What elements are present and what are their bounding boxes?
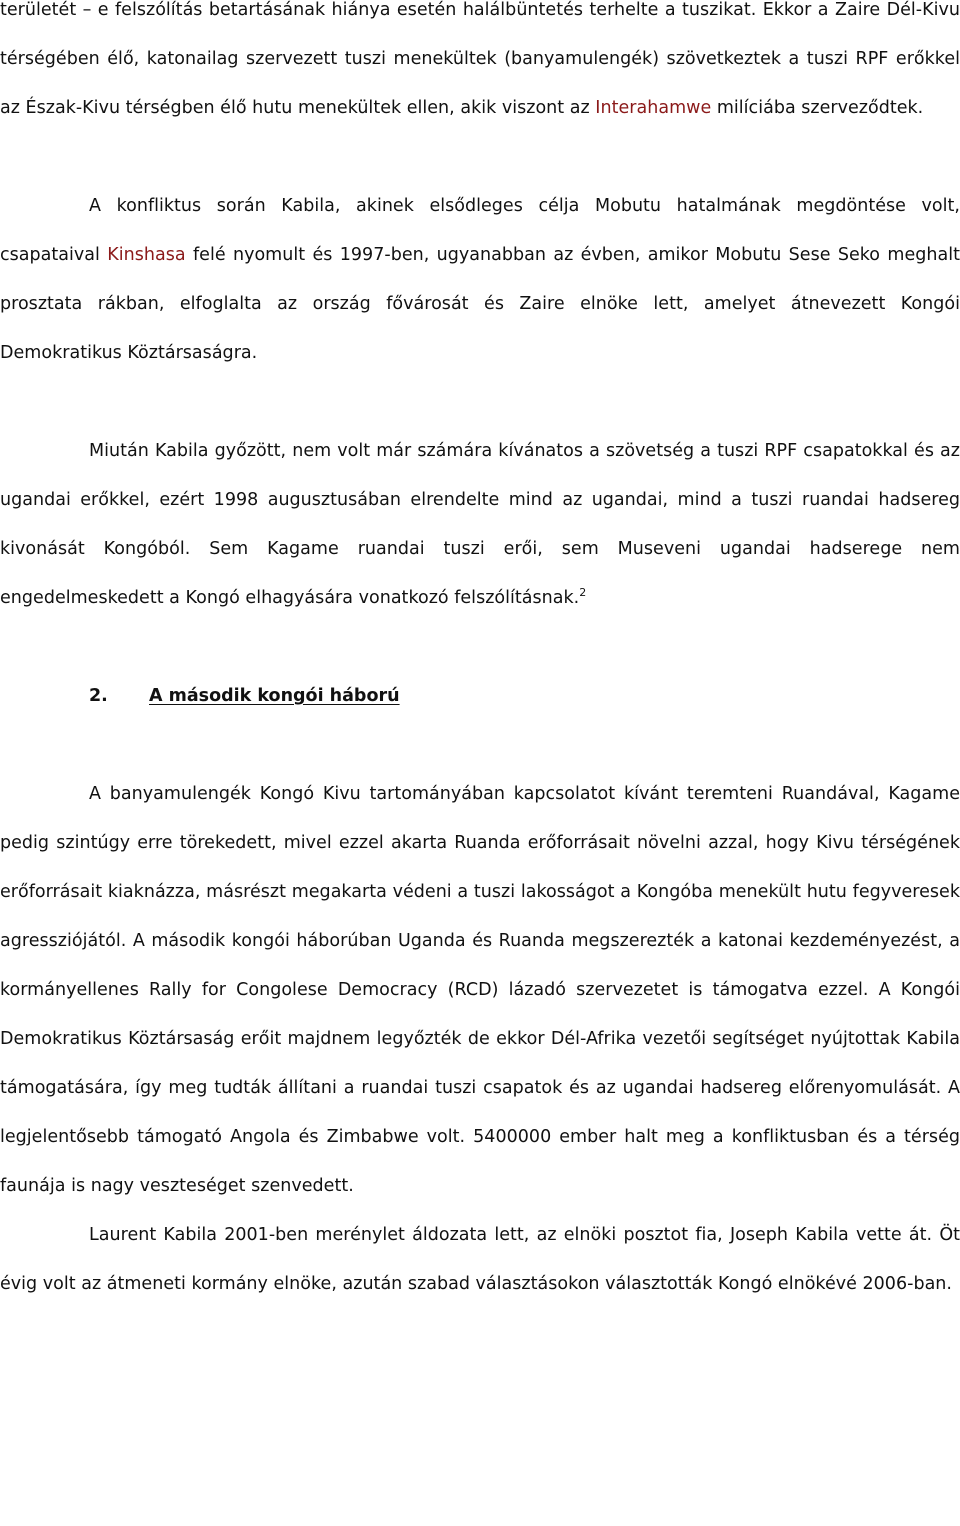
paragraph-1	[0, 0, 960, 133]
spacer	[0, 721, 960, 770]
paragraph-1-text-b: milíciába szerveződtek.	[711, 98, 924, 118]
section-title: A második kongói háború	[149, 686, 400, 706]
paragraph-2-text-b: felé nyomult és 1997-ben, ugyanabban az évben, amikor Mobutu Sese Seko meghalt prosztata rákban, elfoglalta az ország fővárosát és Zaire elnöke lett, amelyet átnevezett Kongói Demokratikus Köztársaságra.	[0, 245, 960, 363]
paragraph-3	[0, 427, 960, 623]
paragraph-3-text: Miután Kabila győzött, nem volt már számára kívánatos a szövetség a tuszi RPF csapatokkal és az ugandai erőkkel, ezért 1998 augusztusában elrendelte mind az ugandai, mind a tuszi ruandai hadsereg kivonását Kongóból. Sem Kagame ruandai tuszi erői, sem Museveni ugandai hadserege nem engedelmeskedett a Kongó elhagyására vonatkozó felszólításnak.	[0, 441, 960, 608]
paragraph-5: Laurent Kabila 2001-ben merénylet áldozata lett, az elnöki posztot fia, Joseph Kabila vette át. Öt évig volt az átmeneti kormány elnöke, azután szabad választásokon választották Kongó elnökévé 2006-ban.	[0, 1225, 960, 1294]
paragraph-2	[0, 182, 960, 378]
paragraph-2-text-a: A konfliktus során Kabila, akinek elsődleges célja Mobutu hatalmának megdöntése volt, csapataival	[0, 196, 960, 265]
spacer	[0, 133, 960, 182]
kinshasa-link[interactable]: Kinshasa	[107, 245, 186, 265]
spacer	[0, 623, 960, 672]
paragraph-1-text-a: területét – e felszólítás betartásának hiánya esetén halálbüntetés terhelte a tuszikat. Ekkor a Zaire Dél-Kivu térségében élő, katonailag szervezett tuszi menekültek (banyamulengék) szövetkeztek a tuszi RPF erőkkel az Észak-Kivu térségben élő hutu menekültek ellen, akik viszont az	[0, 0, 960, 118]
spacer	[0, 378, 960, 427]
section-heading	[89, 672, 960, 721]
section-number: 2.	[89, 686, 108, 706]
paragraph-4: A banyamulengék Kongó Kivu tartományában kapcsolatot kívánt teremteni Ruandával, Kagame pedig szintúgy erre törekedett, mivel ezzel akarta Ruanda erőforrásait növelni azzal, hogy Kivu térségének erőforrásait kiaknázza, másrészt megakarta védeni a tuszi lakosságot a Kongóba menekült hutu fegyveresek agressziójától. A második kongói háborúban Uganda és Ruanda megszerezték a katonai kezdeményezést, a kormányellenes Rally for Congolese Democracy (RCD) lázadó szervezetet is támogatva ezzel. A Kongói Demokratikus Köztársaság erőit majdnem legyőzték de ekkor Dél-Afrika vezetői segítséget nyújtottak Kabila támogatására, így meg tudták állítani a ruandai tuszi csapatok és az ugandai hadsereg előrenyomulását. A legjelentősebb támogató Angola és Zimbabwe volt. 5400000 ember halt meg a konfliktusban és a térség faunája is nagy veszteséget szenvedett.	[0, 784, 960, 1196]
footnote-marker[interactable]: 2	[579, 586, 587, 599]
interahamwe-link[interactable]: Interahamwe	[595, 98, 712, 118]
